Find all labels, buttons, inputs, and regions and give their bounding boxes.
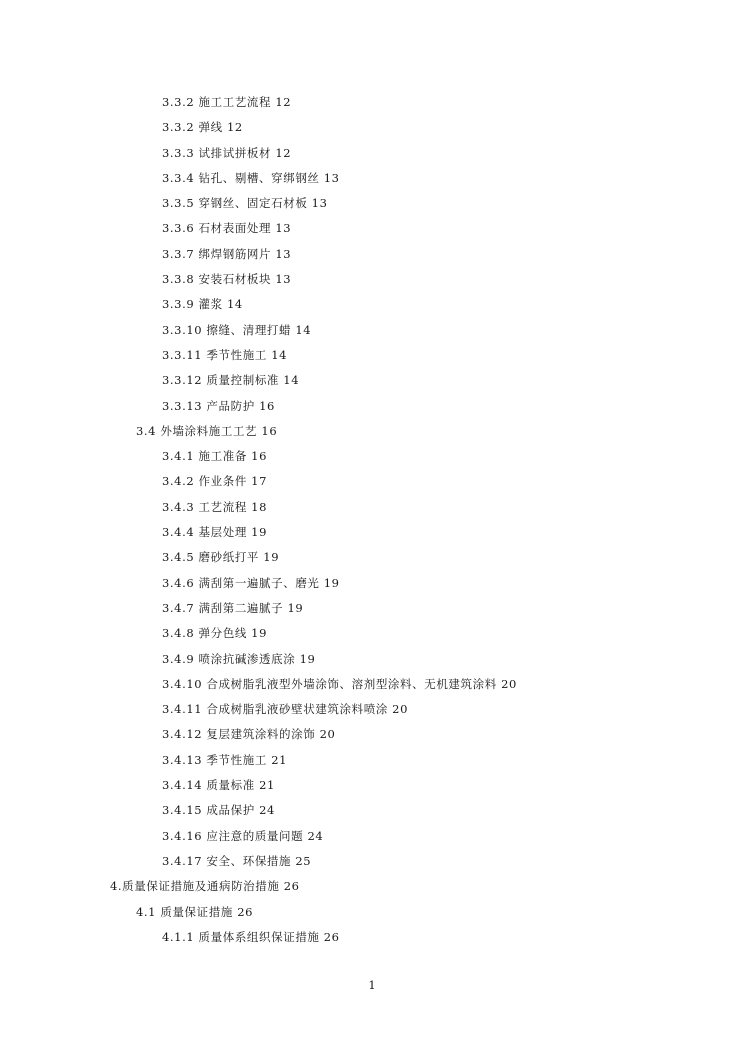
toc-entry: 3.3.11 季节性施工 14	[162, 347, 288, 362]
toc-entry: 3.4.7 满刮第二遍腻子 19	[162, 600, 304, 615]
toc-entry: 3.3.5 穿钢丝、固定石材板 13	[162, 196, 328, 211]
toc-entry: 3.4 外墙涂料施工工艺 16	[136, 423, 278, 438]
toc-entry: 3.4.14 质量标准 21	[162, 778, 275, 793]
toc-entry: 3.3.2 弹线 12	[162, 120, 243, 135]
toc-entry: 3.4.6 满刮第一遍腻子、磨光 19	[162, 575, 340, 590]
toc-entry: 3.4.17 安全、环保措施 25	[162, 853, 312, 868]
toc-entry: 3.3.10 擦缝、清理打蜡 14	[162, 322, 312, 337]
table-of-contents	[0, 92, 744, 952]
toc-entry: 3.3.3 试排试拼板材 12	[162, 145, 292, 160]
toc-entry: 4.1.1 质量体系组织保证措施 26	[162, 929, 340, 944]
toc-entry: 4.质量保证措施及通病防治措施 26	[110, 879, 300, 894]
toc-entry: 3.4.4 基层处理 19	[162, 525, 268, 540]
toc-entry: 3.4.9 喷涂抗碱渗透底涂 19	[162, 651, 316, 666]
toc-entry: 3.4.5 磨砂纸打平 19	[162, 550, 280, 565]
toc-entry: 3.3.8 安装石材板块 13	[162, 272, 292, 287]
toc-entry: 3.3.7 绑焊钢筋网片 13	[162, 246, 292, 261]
toc-entry: 3.3.9 灌浆 14	[162, 297, 243, 312]
toc-entry: 3.4.1 施工准备 16	[162, 449, 268, 464]
toc-entry: 3.3.6 石材表面处理 13	[162, 221, 292, 236]
toc-entry: 3.4.12 复层建筑涂料的涂饰 20	[162, 727, 336, 742]
toc-entry: 3.4.10 合成树脂乳液型外墙涂饰、溶剂型涂料、无机建筑涂料 20	[162, 676, 517, 691]
toc-entry: 3.4.11 合成树脂乳液砂壁状建筑涂料喷涂 20	[162, 702, 409, 717]
toc-entry: 3.4.2 作业条件 17	[162, 474, 268, 489]
toc-entry: 3.3.12 质量控制标准 14	[162, 373, 300, 388]
toc-entry: 3.3.2 施工工艺流程 12	[162, 95, 292, 109]
toc-entry: 3.4.15 成品保护 24	[162, 803, 275, 818]
toc-entry: 3.4.16 应注意的质量问题 24	[162, 828, 324, 843]
toc-entry: 3.4.3 工艺流程 18	[162, 499, 268, 514]
toc-entry: 3.3.4 钻孔、剔槽、穿绑钢丝 13	[162, 170, 340, 185]
toc-entry: 3.3.13 产品防护 16	[162, 398, 275, 413]
toc-entry: 3.4.8 弹分色线 19	[162, 626, 268, 641]
toc-entry: 3.4.13 季节性施工 21	[162, 752, 288, 767]
toc-entry: 4.1 质量保证措施 26	[136, 904, 254, 919]
page-number: 1	[368, 978, 376, 992]
